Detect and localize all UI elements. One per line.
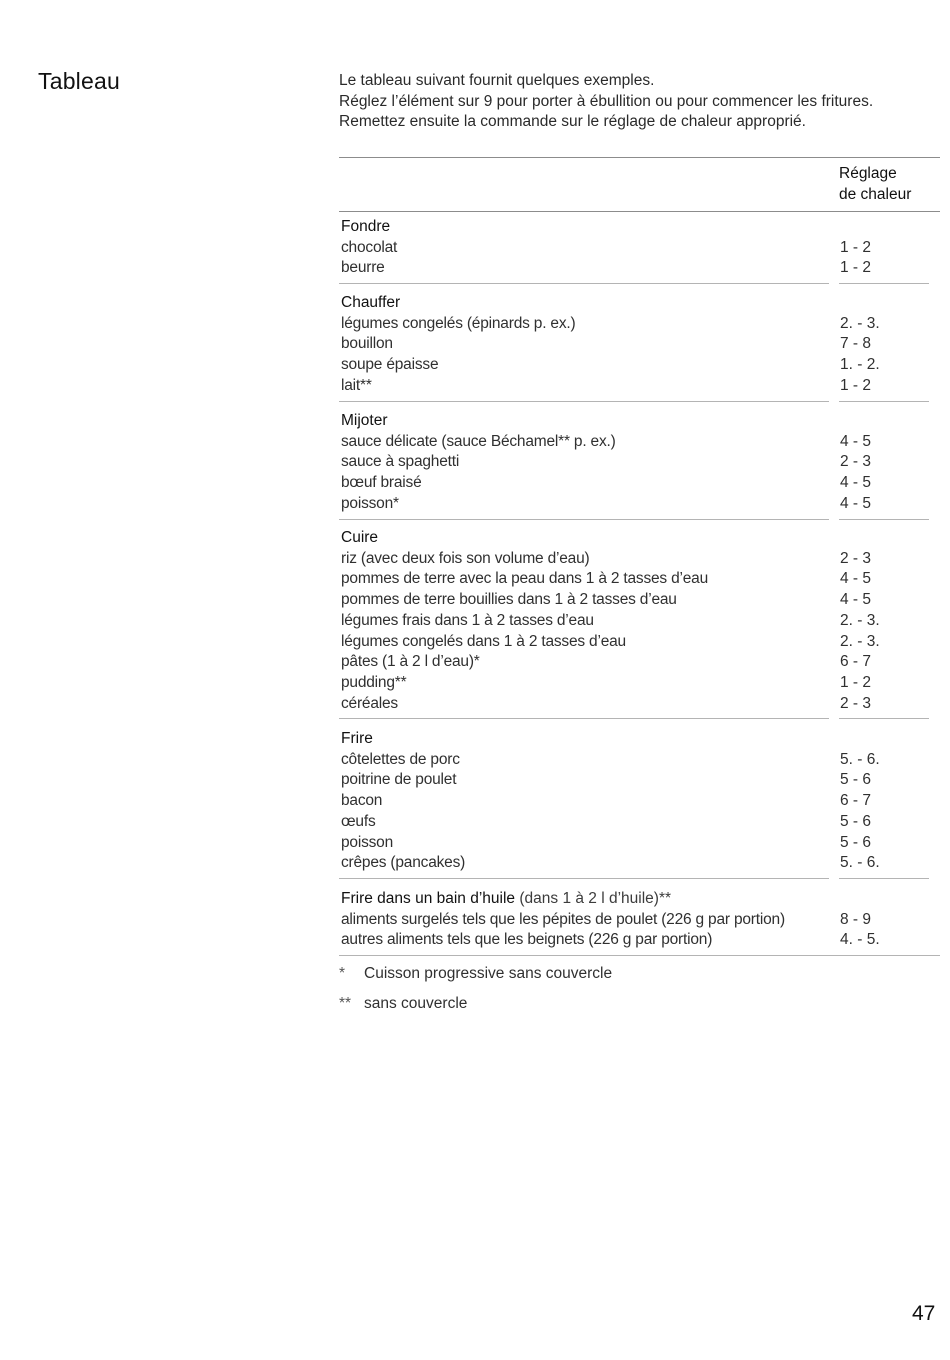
table-row-label: côtelettes de porc (341, 750, 460, 768)
section-title-note: (dans 1 à 2 l d’huile)** (515, 890, 672, 907)
table-row-label: sauce à spaghetti (341, 453, 460, 471)
column-header-line: Réglage (839, 165, 897, 182)
table-row-value: 4 - 5 (840, 494, 872, 512)
section-rule (339, 401, 829, 402)
table-row-value: 2 - 3 (840, 694, 872, 712)
table-row-label: légumes congelés (épinards p. ex.) (341, 314, 576, 332)
section-title (341, 889, 671, 910)
section-rule-value (839, 718, 929, 719)
table-row-label: bacon (341, 792, 383, 810)
table-row-value: 1. - 2. (840, 356, 880, 374)
table-row-value: 1 - 2 (840, 376, 872, 394)
page-title: Tableau (38, 68, 120, 94)
page-number: 47 (912, 1302, 936, 1325)
table-row-value: 5. - 6. (840, 750, 880, 768)
section-rule-value (839, 401, 929, 402)
table-row-value: 4 - 5 (840, 474, 872, 492)
table-row-label: sauce délicate (sauce Béchamel** p. ex.) (341, 432, 616, 450)
table-row-label: crêpes (pancakes) (341, 854, 466, 872)
table-row-value: 4. - 5. (840, 931, 880, 949)
table-row-value: 6 - 7 (840, 653, 872, 671)
table-row-label: poitrine de poulet (341, 771, 457, 789)
intro-line: Remettez ensuite la commande sur le réglage de chaleur approprié. (339, 113, 806, 131)
table-row-value: 2. - 3. (840, 314, 880, 332)
footnote (339, 965, 612, 983)
table-row-value: 5 - 6 (840, 812, 872, 830)
table-row-value: 2 - 3 (840, 453, 872, 471)
section-title (341, 217, 390, 238)
intro-line: Réglez l’élément sur 9 pour porter à ébullition ou pour commencer les fritures. (339, 92, 874, 110)
section-rule-value (839, 519, 929, 520)
section-title-text: Mijoter (341, 412, 388, 429)
table-row-value: 1 - 2 (840, 238, 872, 256)
section-title-text: Frire (341, 730, 373, 747)
footnote-text: sans couvercle (364, 995, 468, 1012)
column-header-heat-setting (839, 164, 911, 205)
table-row-value: 8 - 9 (840, 910, 872, 928)
section-title-text: Fondre (341, 218, 391, 235)
table-row-label: soupe épaisse (341, 356, 439, 374)
section-title-text: Frire dans un bain d’huile (341, 890, 516, 907)
section-rule-value (839, 878, 929, 879)
table-row-label: légumes congelés dans 1 à 2 tasses d’eau (341, 632, 626, 650)
table-top-rule (339, 157, 940, 158)
table-row-value: 5 - 6 (840, 771, 872, 789)
table-row-label: chocolat (341, 238, 398, 256)
footnote-mark: ** (339, 995, 352, 1012)
intro-text (339, 71, 934, 133)
section-title (341, 293, 400, 314)
table-row-label: beurre (341, 259, 385, 277)
table-header-rule (339, 211, 940, 212)
table-row-value: 2 - 3 (840, 549, 872, 567)
footnote-mark: * (339, 965, 346, 982)
section-title (341, 528, 378, 549)
table-row-value: 5. - 6. (840, 854, 880, 872)
table-row-label: pâtes (1 à 2 l d’eau)* (341, 653, 480, 671)
table-row-value: 4 - 5 (840, 591, 872, 609)
section-rule (339, 878, 829, 879)
table-row-label: riz (avec deux fois son volume d’eau) (341, 549, 590, 567)
table-row-value: 4 - 5 (840, 570, 872, 588)
table-row-label: céréales (341, 694, 398, 712)
table-row-label: bœuf braisé (341, 474, 422, 492)
table-row-label: pudding** (341, 673, 407, 691)
section-rule (339, 718, 829, 719)
table-row-label: pommes de terre bouillies dans 1 à 2 tasses d’eau (341, 591, 677, 609)
footnote-text: Cuisson progressive sans couvercle (364, 965, 613, 982)
column-header-line: de chaleur (839, 185, 912, 203)
table-row-value: 5 - 6 (840, 833, 872, 851)
table-row-value: 6 - 7 (840, 792, 872, 810)
table-row-label: poisson (341, 833, 394, 851)
section-title-text: Chauffer (341, 294, 401, 311)
table-row-label: poisson* (341, 494, 399, 512)
table-row-value: 2. - 3. (840, 632, 880, 650)
table-bottom-rule (339, 955, 940, 956)
table-row-label: bouillon (341, 335, 393, 353)
section-rule (339, 519, 829, 520)
section-title (341, 411, 388, 432)
table-row-label: pommes de terre avec la peau dans 1 à 2 tasses d’eau (341, 570, 708, 588)
table-row-label: aliments surgelés tels que les pépites de poulet (226 g par portion) (341, 910, 785, 928)
table-row-value: 2. - 3. (840, 611, 880, 629)
table-row-label: lait** (341, 376, 372, 394)
section-rule (339, 283, 829, 284)
footnote (339, 995, 467, 1013)
table-row-value: 4 - 5 (840, 432, 872, 450)
table-row-label: œufs (341, 812, 376, 830)
table-row-label: autres aliments tels que les beignets (226 g par portion) (341, 931, 713, 949)
table-row-value: 1 - 2 (840, 259, 872, 277)
section-rule-value (839, 283, 929, 284)
table-row-label: légumes frais dans 1 à 2 tasses d’eau (341, 611, 594, 629)
section-title-text: Cuire (341, 529, 379, 546)
section-title (341, 729, 373, 750)
intro-line: Le tableau suivant fournit quelques exemples. (339, 72, 655, 89)
table-row-value: 1 - 2 (840, 673, 872, 691)
table-row-value: 7 - 8 (840, 335, 872, 353)
